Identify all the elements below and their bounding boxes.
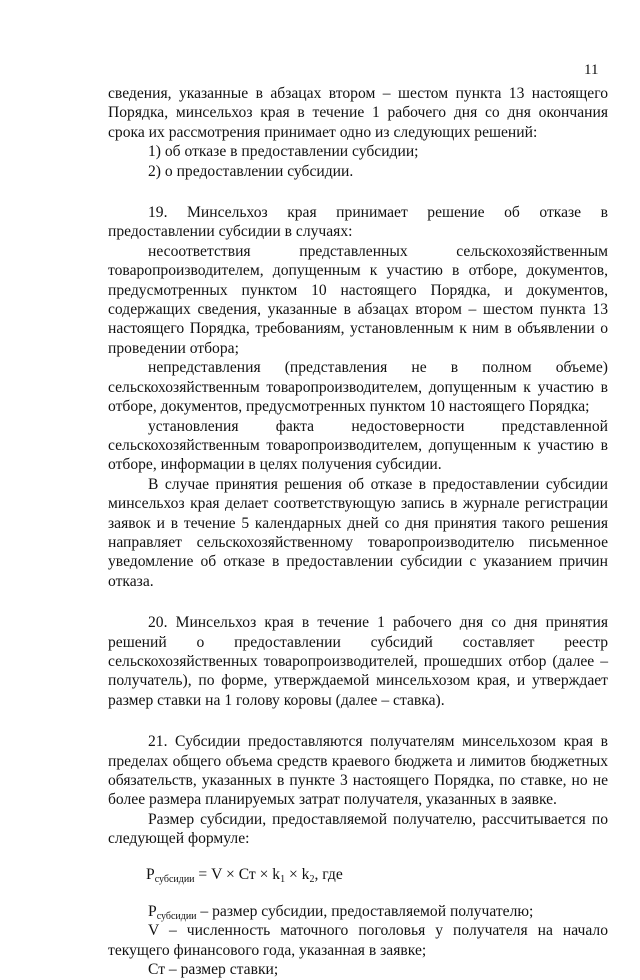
definition-st: Ст – размер ставки; — [148, 961, 279, 979]
refusal-case-1: несоответствия представленных сельскохозяйственным товаропроизводителем, допущенным к участию в отборе, документов, предусмотренных пунктом 10 настоящего Порядка, и документов, содержащих сведения, указанные в абзацах втором – шестом пункта 13 настоящего Порядка, требованиям, установленным к ним в объявлении о проведении отбора; — [108, 242, 608, 357]
paragraph-20: 20. Минсельхоз края в течение 1 рабочего дня со дня принятия решений о предоставлении субсидий составляет реестр сельскохозяйственных товаропроизводителей, прошедших отбор (далее – получатель), по форме, утверждаемой минсельхозом края, и утверждает размер ставки на 1 голову коровы (далее – ставка). — [108, 614, 608, 709]
definition-v: V – численность маточного поголовья у получателя на начало текущего финансового года, указанная в заявке; — [108, 922, 608, 959]
refusal-case-3: установления факта недостоверности представленной сельскохозяйственным товаропроизводителем, допущенным к участию в отборе, информации в целях получения субсидии. — [108, 417, 608, 474]
document-body — [108, 84, 608, 980]
subsidy-formula: $P_{субсидии} = V$ × Ст × $k_1 \times k_2$, где — [146, 865, 343, 885]
page-number: 11 — [584, 62, 599, 78]
refusal-notification: В случае принятия решения об отказе в предоставлении субсидии минсельхоз края делает соответствующую запись в журнале регистрации заявок и в течение 5 календарных дней со дня принятия такого решения направляет сельскохозяйственному товаропроизводителю письменное уведомление об отказе в предоставлении субсидии с указанием причин отказа. — [108, 475, 608, 590]
refusal-case-2: непредставления (представления не в полном объеме) сельскохозяйственным товаропроизводителем, допущенным к участию в отборе, документов, предусмотренных пунктом 10 настоящего Порядка; — [108, 359, 608, 416]
formula-intro: Размер субсидии, предоставляемой получателю, рассчитывается по следующей формуле: — [108, 810, 608, 848]
definition-p: $P_{субсидии}$ – размер субсидии, предоставляемой получателю; — [148, 903, 534, 923]
decision-option-1: 1) об отказе в предоставлении субсидии; — [148, 143, 419, 161]
decision-option-2: 2) о предоставлении субсидии. — [148, 162, 354, 180]
paragraph-19-intro: 19. Минсельхоз края принимает решение об отказе в предоставлении субсидии в случаях: — [108, 204, 608, 241]
paragraph-18-continuation: сведения, указанные в абзацах втором – шестом пункта 13 настоящего Порядка, минсельхоз края в течение 1 рабочего дня со дня окончания срока их рассмотрения принимает одно из следующих решений: — [108, 85, 608, 141]
paragraph-21: 21. Субсидии предоставляются получателям минсельхозом края в пределах общего объема средств краевого бюджета и лимитов бюджетных обязательств, указанных в пункте 3 настоящего Порядка, по ставке, но не более размера планируемых затрат получателя, указанных в заявке. — [108, 733, 608, 809]
